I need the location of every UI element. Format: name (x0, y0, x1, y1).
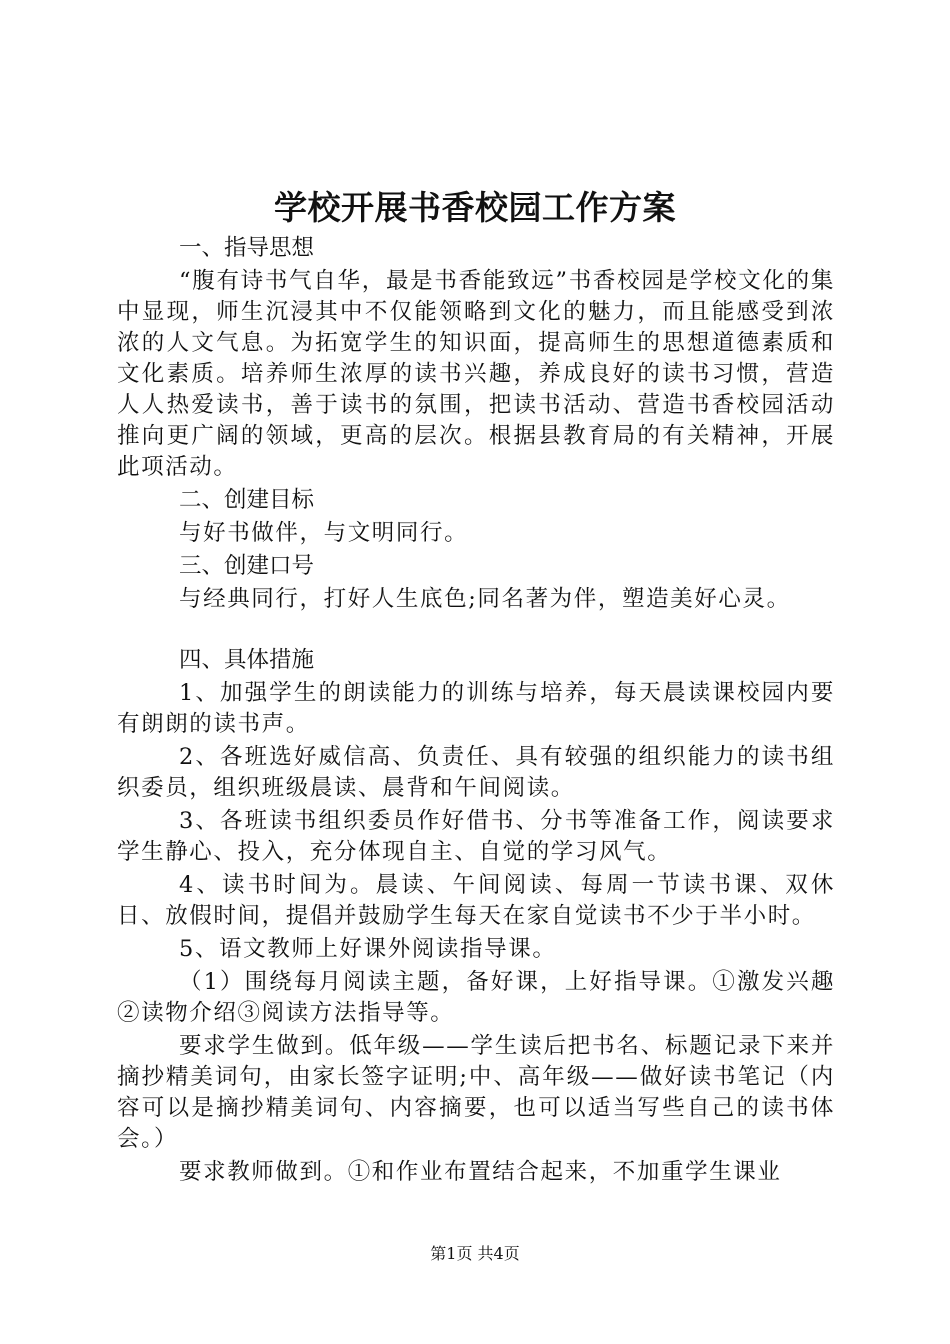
paragraph-teacher-requirements: 要求教师做到。①和作业布置结合起来，不加重学生课业 (179, 1159, 782, 1185)
page-number: 第1页 共4页 (430, 1244, 520, 1263)
paragraph-measure-3: 3、各班读书组织委员作好借书、分书等准备工作，阅读要求学生静心、投入，充分体现自主、自觉的学习风气。 (117, 808, 835, 865)
paragraph-goal: 与好书做伴，与文明同行。 (179, 520, 469, 546)
section-heading-goal: 二、创建目标 (179, 487, 315, 513)
document-body (117, 233, 835, 1190)
paragraph-measure-2: 2、各班选好威信高、负责任、具有较强的组织能力的读书组织委员，组织班级晨读、晨背和午间阅读。 (117, 744, 835, 801)
paragraph-student-requirements: 要求学生做到。低年级——学生读后把书名、标题记录下来并摘抄精美词句，由家长签字证明;中、高年级——做好读书笔记（内容可以是摘抄精美词句、内容摘要，也可以适当写些自己的读书体会。） (117, 1033, 835, 1152)
paragraph-measure-1: 1、加强学生的朗读能力的训练与培养，每天晨读课校园内要有朗朗的读书声。 (117, 680, 835, 737)
section-heading-guiding-thought: 一、指导思想 (179, 235, 315, 261)
paragraph-measure-5-sub-1: （1）围绕每月阅读主题，备好课，上好指导课。①激发兴趣②读物介绍③阅读方法指导等。 (117, 969, 835, 1026)
paragraph-measure-4: 4、读书时间为。晨读、午间阅读、每周一节读书课、双休日、放假时间，提倡并鼓励学生每天在家自觉读书不少于半小时。 (117, 872, 835, 929)
paragraph-guiding-thought: “腹有诗书气自华，最是书香能致远”书香校园是学校文化的集中显现，师生沉浸其中不仅能领略到文化的魅力，而且能感受到浓浓的人文气息。为拓宽学生的知识面，提高师生的思想道德素质和文化素质。培养师生浓厚的读书兴趣，养成良好的读书习惯，营造人人热爱读书，善于读书的氛围，把读书活动、营造书香校园活动推向更广阔的领域，更高的层次。根据县教育局的有关精神，开展此项活动。 (117, 268, 835, 480)
section-heading-slogan: 三、创建口号 (179, 553, 315, 579)
section-heading-measures: 四、具体措施 (179, 647, 315, 673)
paragraph-measure-5: 5、语文教师上好课外阅读指导课。 (179, 936, 557, 962)
blank-line (117, 617, 835, 645)
document-title: 学校开展书香校园工作方案 (274, 188, 676, 227)
paragraph-slogan: 与经典同行，打好人生底色;同名著为伴，塑造美好心灵。 (179, 586, 791, 612)
